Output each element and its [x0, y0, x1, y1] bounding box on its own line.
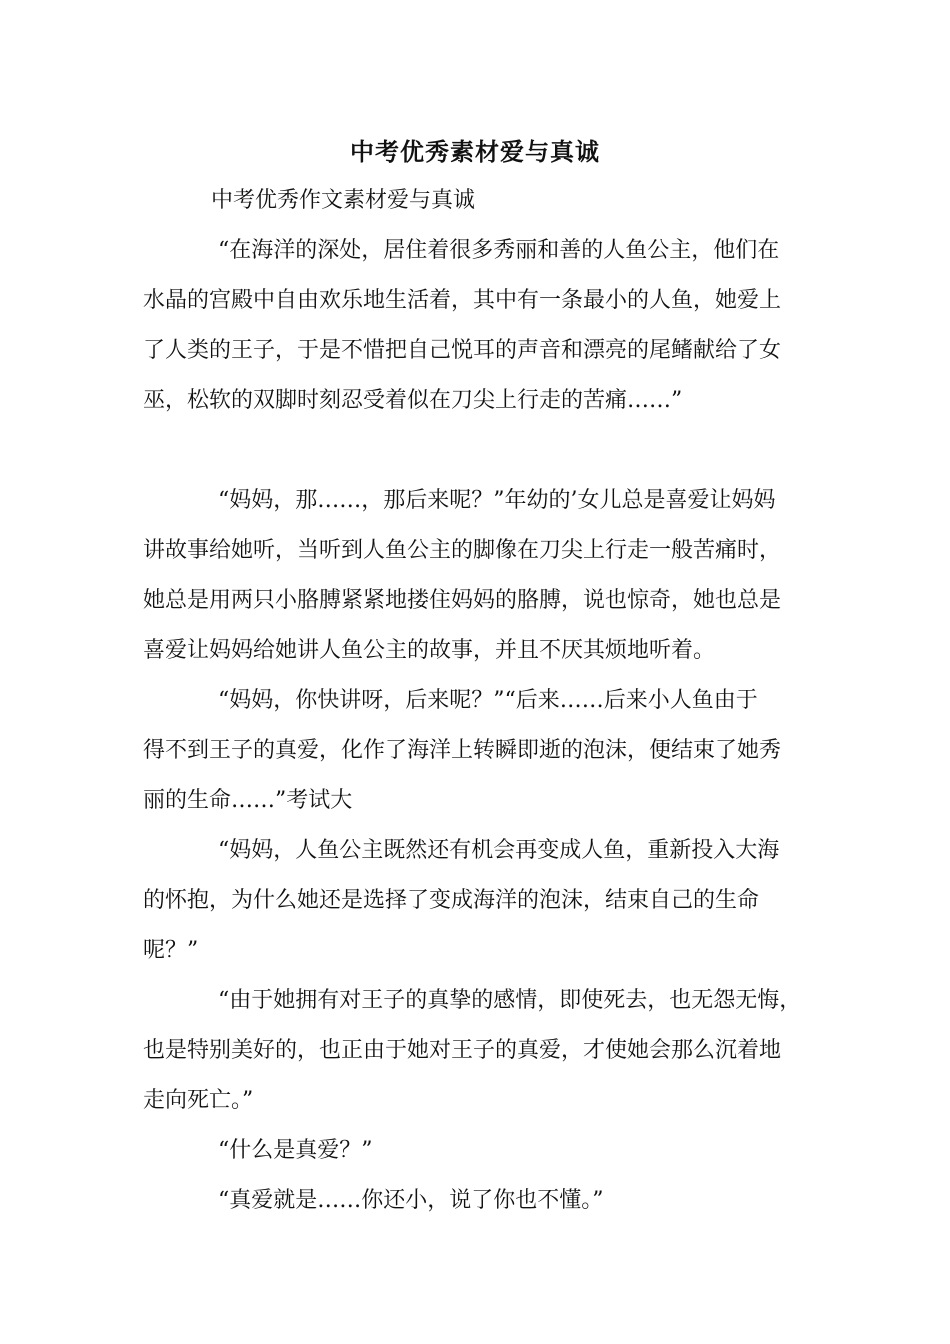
paragraph-line: 走向死亡。” [143, 1088, 254, 1113]
paragraph-line: 得不到王子的真爱，化作了海洋上转瞬即逝的泡沫，便结束了她秀 [143, 738, 782, 763]
paragraph-line: 她总是用两只小胳膊紧紧地搂住妈妈的胳膊，说也惊奇，她也总是 [143, 588, 782, 613]
paragraph-line: “妈妈，人鱼公主既然还有机会再变成人鱼，重新投入大海 [218, 838, 780, 863]
document-title: 中考优秀素材爱与真诚 [350, 137, 600, 166]
paragraph-line: 喜爱让妈妈给她讲人鱼公主的故事，并且不厌其烦地听着。 [143, 638, 716, 663]
paragraph-line: “在海洋的深处，居住着很多秀丽和善的人鱼公主，他们在 [218, 238, 780, 263]
paragraph-line: 水晶的宫殿中自由欢乐地生活着，其中有一条最小的人鱼，她爱上 [143, 288, 782, 313]
paragraph-line: 呢？” [143, 938, 199, 963]
paragraph-line: “真爱就是……你还小，说了你也不懂。” [218, 1188, 604, 1213]
paragraph-line: 巫，松软的双脚时刻忍受着似在刀尖上行走的苦痛……” [143, 388, 683, 413]
paragraph-line: “妈妈，你快讲呀，后来呢？”“后来……后来小人鱼由于 [218, 688, 758, 713]
paragraph-line: 讲故事给她听，当听到人鱼公主的脚像在刀尖上行走一般苦痛时， [143, 538, 782, 563]
paragraph-line: “妈妈，那……，那后来呢？”年幼的’女儿总是喜爱让妈妈 [218, 488, 776, 513]
paragraph-line: “什么是真爱？” [218, 1138, 373, 1163]
paragraph-line: 的怀抱，为什么她还是选择了变成海洋的泡沫，结束自己的生命 [143, 888, 760, 913]
paragraph-line: 丽的生命……”考试大 [143, 788, 353, 813]
paragraph-line: 也是特别美好的，也正由于她对王子的真爱，才使她会那么沉着地 [143, 1038, 782, 1063]
document-subtitle: 中考优秀作文素材爱与真诚 [211, 188, 476, 213]
paragraph-line: 了人类的王子，于是不惜把自己悦耳的声音和漂亮的尾鳍献给了女 [143, 338, 782, 363]
paragraph-line: “由于她拥有对王子的真挚的感情，即使死去，也无怨无悔， [218, 988, 802, 1013]
